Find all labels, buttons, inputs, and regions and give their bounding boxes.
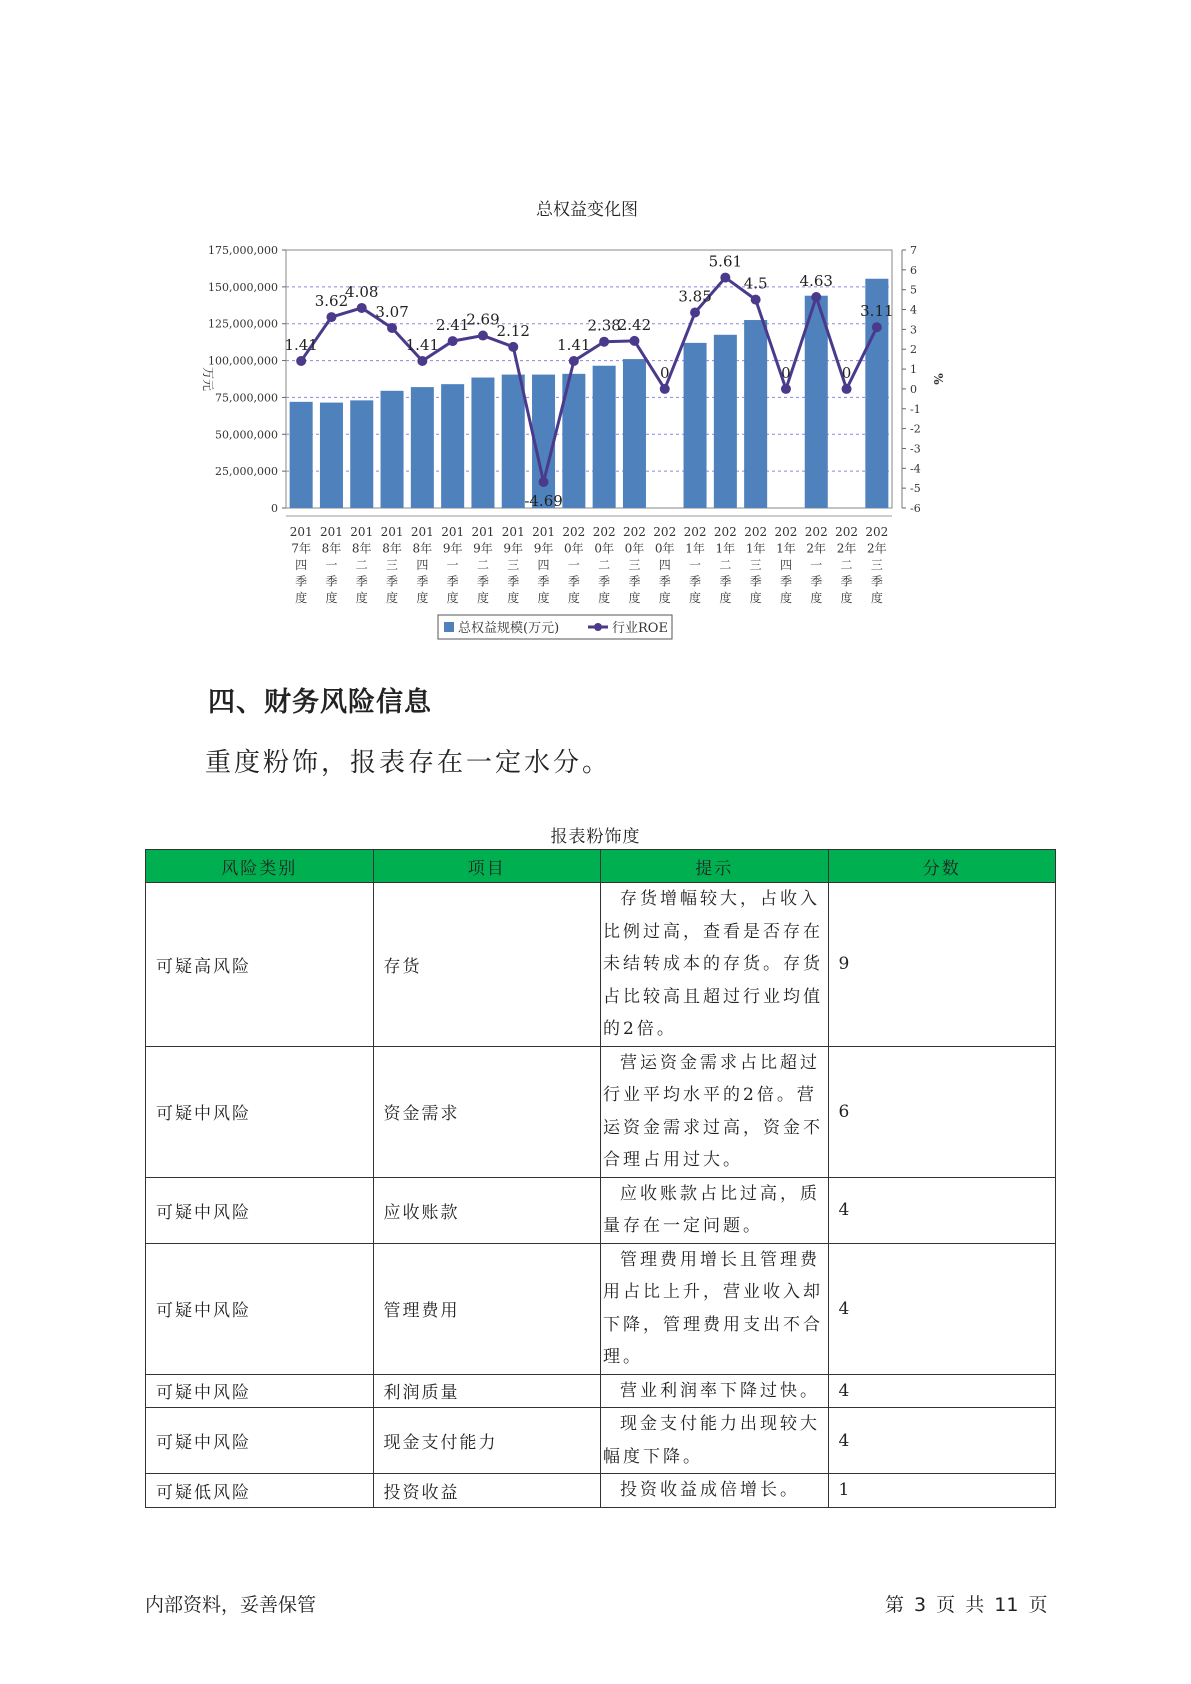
y-left-tick-label: 125,000,000 <box>208 317 278 331</box>
table-row <box>146 1374 1056 1408</box>
roe-data-label: 3.07 <box>375 302 409 321</box>
table-header-row <box>146 850 1056 883</box>
x-tick-label: 201 8年二季度 <box>350 525 374 605</box>
bar-equity <box>471 378 494 508</box>
header-item: 项目 <box>373 850 601 883</box>
roe-point <box>478 331 488 341</box>
x-tick-label: 201 9年四季度 <box>532 525 556 605</box>
y-left-tick-label: 50,000,000 <box>215 428 278 442</box>
y-right-tick-label: 4 <box>910 303 917 317</box>
y-left-tick-label: 25,000,000 <box>215 465 278 479</box>
roe-point <box>539 477 549 487</box>
roe-data-label: 1.41 <box>284 335 318 354</box>
x-tick-label: 201 9年三季度 <box>501 525 525 605</box>
roe-point <box>599 337 609 347</box>
x-tick-label: 202 0年三季度 <box>622 525 646 605</box>
roe-point <box>326 312 336 322</box>
roe-data-label: 2.69 <box>466 310 500 329</box>
bar-equity <box>381 391 404 508</box>
risk-category: 可疑中风险 <box>146 1046 374 1177</box>
y-left-tick-label: 175,000,000 <box>208 244 278 257</box>
x-tick-label: 201 9年一季度 <box>441 525 465 605</box>
risk-score: 4 <box>828 1177 1056 1243</box>
header-hint: 提示 <box>601 850 829 883</box>
x-tick-label: 201 7年四季度 <box>289 525 313 605</box>
bar-equity <box>684 343 707 508</box>
x-tick-label: 201 8年一季度 <box>319 525 343 605</box>
risk-category: 可疑高风险 <box>146 883 374 1047</box>
table-row <box>146 1177 1056 1243</box>
risk-score: 9 <box>828 883 1056 1047</box>
roe-data-label: 1.41 <box>557 335 591 354</box>
risk-score: 4 <box>828 1408 1056 1474</box>
roe-point <box>569 356 579 366</box>
y-right-tick-label: 3 <box>910 323 917 337</box>
roe-point <box>629 336 639 346</box>
risk-score: 6 <box>828 1046 1056 1177</box>
bar-equity <box>593 366 616 508</box>
y-right-tick-label: 5 <box>910 283 917 297</box>
x-tick-label: 202 1年一季度 <box>683 525 707 605</box>
y-left-axis-label: 万元 <box>201 366 215 392</box>
table-row <box>146 1474 1056 1508</box>
chart-title: 总权益变化图 <box>536 200 638 220</box>
bar-equity <box>805 296 828 508</box>
legend-line-marker <box>594 623 602 631</box>
table-caption: 报表粉饰度 <box>550 827 641 847</box>
roe-point <box>781 384 791 394</box>
bar-equity <box>623 359 646 508</box>
risk-item: 资金需求 <box>373 1046 601 1177</box>
y-left-tick-label: 0 <box>271 502 278 515</box>
roe-data-label: 2.42 <box>617 315 652 334</box>
x-tick-label: 201 8年四季度 <box>410 525 434 605</box>
legend-bar-label: 总权益规模(万元) <box>458 621 560 636</box>
bar-equity <box>441 384 464 508</box>
roe-point <box>690 308 700 318</box>
risk-category: 可疑中风险 <box>146 1243 374 1374</box>
risk-category: 可疑中风险 <box>146 1374 374 1408</box>
y-right-tick-label: 2 <box>910 343 917 357</box>
risk-hint: 现金支付能力出现较大幅度下降。 <box>601 1408 829 1474</box>
roe-point <box>811 292 821 302</box>
roe-data-label: -4.69 <box>524 492 563 511</box>
y-left-tick-label: 150,000,000 <box>208 280 278 294</box>
risk-item: 存货 <box>373 883 601 1047</box>
roe-point <box>448 336 458 346</box>
y-right-tick-label: -5 <box>910 482 921 496</box>
risk-table <box>145 849 1056 1508</box>
table-row <box>146 1046 1056 1177</box>
bar-equity <box>714 335 737 508</box>
x-tick-label: 202 2年一季度 <box>804 525 828 605</box>
risk-item: 应收账款 <box>373 1177 601 1243</box>
roe-data-label: 4.08 <box>345 282 379 301</box>
risk-category: 可疑中风险 <box>146 1408 374 1474</box>
x-tick-label: 202 0年二季度 <box>592 525 616 605</box>
roe-data-label: 4.63 <box>799 272 833 291</box>
risk-item: 利润质量 <box>373 1374 601 1408</box>
y-left-tick-label: 100,000,000 <box>208 354 278 368</box>
table-row <box>146 883 1056 1047</box>
y-left-tick-label: 75,000,000 <box>215 391 278 405</box>
roe-point <box>417 356 427 366</box>
bar-equity <box>411 387 434 508</box>
roe-data-label: 2.38 <box>587 316 621 335</box>
roe-point <box>660 384 670 394</box>
y-right-tick-label: 0 <box>910 382 917 396</box>
x-tick-label: 202 1年二季度 <box>713 525 737 605</box>
roe-data-label: 2.12 <box>496 321 530 340</box>
roe-point <box>872 322 882 332</box>
roe-point <box>720 273 730 283</box>
risk-hint: 应收账款占比过高，质量存在一定问题。 <box>601 1177 829 1243</box>
risk-score: 4 <box>828 1374 1056 1408</box>
x-tick-label: 201 9年二季度 <box>471 525 495 605</box>
y-right-tick-label: 6 <box>910 263 917 277</box>
y-right-tick-label: -3 <box>910 442 921 456</box>
risk-category: 可疑中风险 <box>146 1177 374 1243</box>
roe-data-label: 0 <box>841 363 852 382</box>
roe-data-label: 2.41 <box>435 316 470 335</box>
risk-hint: 营业利润率下降过快。 <box>601 1374 829 1408</box>
bar-equity <box>744 320 767 508</box>
roe-data-label: 3.62 <box>314 292 349 311</box>
x-tick-label: 202 2年三季度 <box>865 525 889 605</box>
y-right-tick-label: 7 <box>910 244 917 257</box>
table-row <box>146 1408 1056 1474</box>
x-tick-label: 201 8年三季度 <box>380 525 404 605</box>
x-tick-label: 202 0年四季度 <box>653 525 677 605</box>
footer-page-number: 第 3 页 共 11 页 <box>885 1594 1048 1616</box>
section-title: 四、财务风险信息 <box>208 687 432 718</box>
roe-data-label: 1.41 <box>405 335 440 354</box>
risk-hint: 营运资金需求占比超过行业平均水平的2倍。营运资金需求过高，资金不合理占用过大。 <box>601 1046 829 1177</box>
y-right-axis-label: % <box>931 373 945 385</box>
roe-data-label: 5.61 <box>708 252 743 271</box>
roe-data-label: 3.11 <box>860 302 894 321</box>
risk-hint: 投资收益成倍增长。 <box>601 1474 829 1508</box>
x-tick-label: 202 0年一季度 <box>562 525 586 605</box>
x-tick-label: 202 2年二季度 <box>835 525 859 605</box>
y-right-tick-label: -1 <box>910 402 921 416</box>
bar-equity <box>502 375 525 508</box>
roe-point <box>508 342 518 352</box>
header-category: 风险类别 <box>146 850 374 883</box>
y-right-tick-label: 1 <box>910 363 917 377</box>
risk-item: 现金支付能力 <box>373 1408 601 1474</box>
bar-equity <box>320 403 343 508</box>
risk-score: 1 <box>828 1474 1056 1508</box>
roe-data-label: 0 <box>781 363 791 382</box>
roe-data-label: 4.5 <box>743 274 768 293</box>
risk-hint: 管理费用增长且管理费用占比上升，营业收入却下降，管理费用支出不合理。 <box>601 1243 829 1374</box>
x-tick-label: 202 1年三季度 <box>744 525 768 605</box>
roe-data-label: 0 <box>659 363 670 382</box>
y-right-tick-label: -6 <box>910 502 921 515</box>
roe-point <box>296 356 306 366</box>
bar-equity <box>290 402 313 508</box>
equity-chart <box>180 195 980 655</box>
roe-data-label: 3.85 <box>678 287 712 306</box>
table-row <box>146 1243 1056 1374</box>
risk-hint: 存货增幅较大，占收入比例过高，查看是否存在未结转成本的存货。存货占比较高且超过行业均值的2倍。 <box>601 883 829 1047</box>
roe-point <box>842 384 852 394</box>
risk-category: 可疑低风险 <box>146 1474 374 1508</box>
risk-item: 管理费用 <box>373 1243 601 1374</box>
roe-point <box>357 303 367 313</box>
legend-line-label: 行业ROE <box>612 621 668 636</box>
header-score: 分数 <box>828 850 1056 883</box>
y-right-tick-label: -4 <box>910 462 921 476</box>
x-tick-label: 202 1年四季度 <box>774 525 798 605</box>
bar-equity <box>350 400 373 508</box>
footer-confidential: 内部资料，妥善保管 <box>145 1594 317 1616</box>
risk-item: 投资收益 <box>373 1474 601 1508</box>
roe-point <box>751 295 761 305</box>
risk-summary-note: 重度粉饰，报表存在一定水分。 <box>205 748 612 778</box>
risk-score: 4 <box>828 1243 1056 1374</box>
roe-point <box>387 323 397 333</box>
y-right-tick-label: -2 <box>910 422 921 436</box>
legend-bar-swatch <box>444 622 454 632</box>
